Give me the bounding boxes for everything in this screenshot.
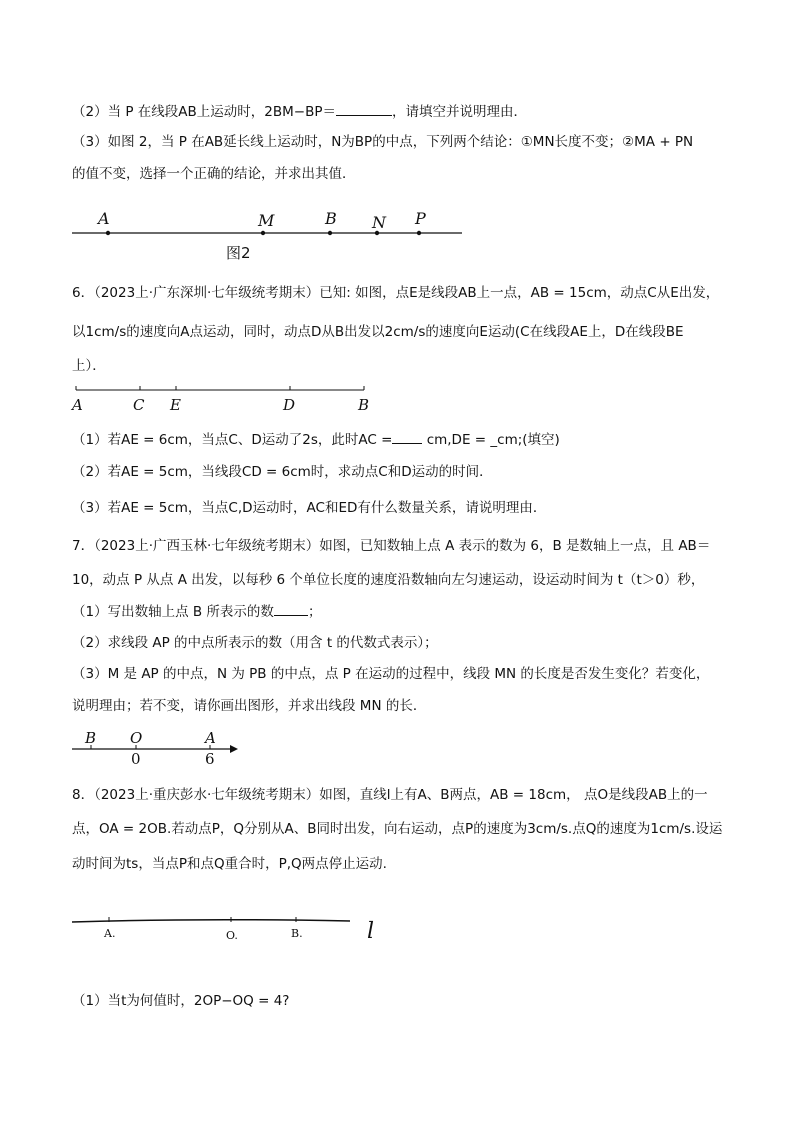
q7-fig-number-0: 0 <box>131 750 141 768</box>
q6-line3: 上）． <box>72 358 106 374</box>
q7-fig-label-a: A <box>205 729 216 747</box>
q7-part3-line1: （3）M 是 AP 的中点，N 为 PB 的中点，点 P 在运动的过程中，线段 MN 的长度是否发生变化？若变化， <box>72 666 710 682</box>
q7-part1-text: （1）写出数轴上点 B 所表示的数 <box>72 604 274 620</box>
q7-part1 <box>72 603 321 621</box>
q8-fig-label-l: l <box>367 919 375 944</box>
fig2-caption: 图2 <box>226 244 251 262</box>
q6-fig-label-e: E <box>170 396 181 414</box>
q7-fig-number-6: 6 <box>205 750 215 768</box>
answer-blank[interactable] <box>392 431 422 444</box>
q6-line1: 6．（2023上·广东深圳·七年级统考期末）已知: 如图，点E是线段AB上一点，AB = 15cm，动点C从E出发， <box>72 285 720 301</box>
q5-part3-line1: （3）如图 2，当 P 在AB延长线上运动时，N为BP的中点，下列两个结论：①MN长度不变；②MA + PN <box>72 134 694 150</box>
q8-part1: （1）当t为何值时，2OP−OQ = 4? <box>72 993 290 1009</box>
q7-line1: 7．（2023上·广西玉林·七年级统考期末）如图，已知数轴上点 A 表示的数为 6，B 是数轴上一点，且 AB＝ <box>72 538 711 554</box>
q8-fig-label-o: O. <box>226 929 238 942</box>
fig2-label-p: P <box>415 209 426 228</box>
q6-part2: （2）若AE = 5cm，当线段CD = 6cm时，求动点C和D运动的时间． <box>72 464 493 480</box>
fig2-label-m: M <box>258 211 275 230</box>
q6-fig-label-c: C <box>133 396 145 414</box>
q6-part3: （3）若AE = 5cm，当点C,D运动时，AC和ED有什么数量关系，请说明理由． <box>72 500 547 516</box>
q6-line2: 以1cm/s的速度向A点运动，同时，动点D从B出发以2cm/s的速度向E运动(C在线段AE上，D在线段BE <box>72 324 684 340</box>
q7-part3-line2: 说明理由；若不变，请你画出图形，并求出线段 MN 的长． <box>72 698 427 714</box>
q6-part1-text-c: _cm;(填空) <box>490 432 560 448</box>
q7-fig-label-b: B <box>85 729 97 747</box>
q6-fig-label-a: A <box>72 396 83 414</box>
q8-fig-label-a: A. <box>104 927 116 940</box>
q6-fig-label-b: B <box>358 396 370 414</box>
q6-part1-text-a: （1）若AE = 6cm，当点C、D运动了2s，此时AC = <box>72 432 393 448</box>
fig2-label-a: A <box>98 209 110 228</box>
q5-part2-tail: ，请填空并说明理由． <box>392 104 528 120</box>
q8-line3: 动时间为ts，当点P和点Q重合时，P,Q两点停止运动. <box>72 856 387 872</box>
q8-line2-shown: 点，OA = 2OB.若动点P，Q分别从A、B同时出发，向右运动，点P的速度为3cm/s.点Q的速度为1cm/s.设运 <box>72 821 723 837</box>
q6-fig-label-d: D <box>283 396 296 414</box>
q8-line1: 8．（2023上·重庆彭水·七年级统考期末）如图，直线l上有A、B两点，AB = 18cm， 点O是线段AB上的一 <box>72 787 708 803</box>
q5-part3-line2: 的值不变，选择一个正确的结论，并求出其值． <box>72 166 356 182</box>
q7-part2: （2）求线段 AP 的中点所表示的数（用含 t 的代数式表示）； <box>72 635 438 651</box>
q5-part2-text: （2）当 P 在线段AB上运动时，2BM−BP＝ <box>72 104 337 120</box>
q6-part1 <box>72 431 560 449</box>
q8-fig-label-b: B. <box>291 927 303 940</box>
fig2-label-n: N <box>372 213 386 232</box>
answer-blank[interactable] <box>274 603 308 616</box>
q6-part1-text-b: cm,DE = <box>426 432 487 448</box>
fig2-label-b: B <box>325 209 337 228</box>
q7-fig-label-o: O <box>130 729 143 747</box>
q7-line2: 10，动点 P 从点 A 出发，以每秒 6 个单位长度的速度沿数轴向左匀速运动，设运动时间为 t（t＞0）秒， <box>72 572 705 588</box>
q7-part1-tail: ； <box>307 604 322 620</box>
